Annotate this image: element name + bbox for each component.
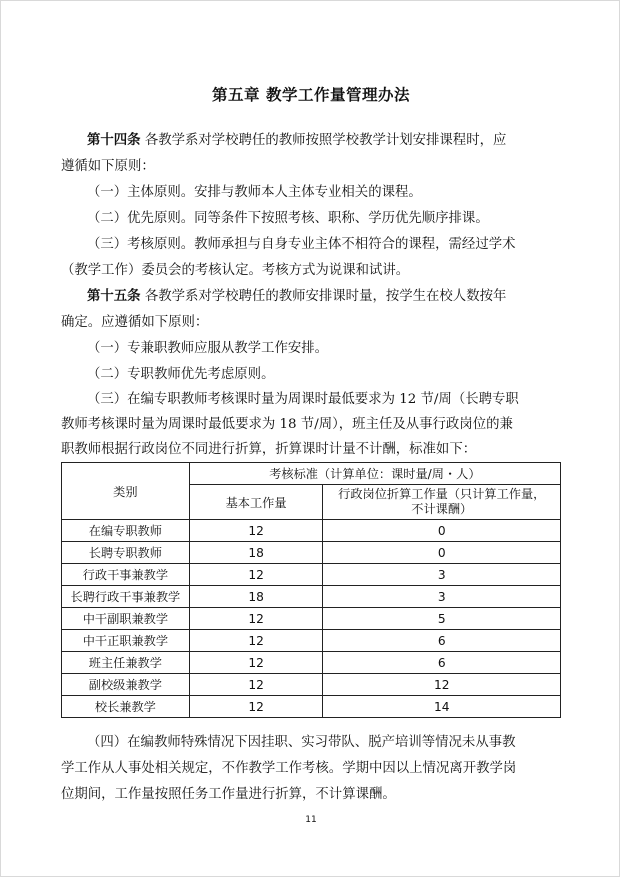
article15-item4-line1: （四）在编教师特殊情况下因挂职、实习带队、脱产培训等情况未从事教 (87, 735, 516, 750)
page-number: 11 (305, 815, 317, 825)
header-standard: 考核标准（计算单位：课时量/周・人） (189, 463, 560, 485)
row-admin: 5 (323, 608, 561, 630)
row-admin: 3 (323, 586, 561, 608)
row-basic: 12 (189, 520, 323, 542)
row-admin: 3 (323, 564, 561, 586)
article14-item1: （一）主体原则。安排与教师本人主体专业相关的课程。 (87, 185, 422, 200)
row-category: 班主任兼教学 (62, 652, 190, 674)
article15-item4-line2: 学工作从人事处相关规定，不作教学工作考核。学期中因以上情况离开教学岗 (61, 761, 517, 776)
row-basic: 12 (189, 652, 323, 674)
row-category: 长聘行政干事兼教学 (62, 586, 190, 608)
table-row (62, 696, 561, 718)
table-row (62, 608, 561, 630)
article14-item2: （二）优先原则。同等条件下按照考核、职称、学历优先顺序排课。 (87, 211, 489, 226)
article15-item1: （一）专兼职教师应服从教学工作安排。 (87, 341, 329, 356)
row-category: 中干正职兼教学 (62, 630, 190, 652)
row-admin: 6 (323, 630, 561, 652)
article15-item3-line3: 职教师根据行政岗位不同进行折算，折算课时计量不计酬，标准如下： (61, 442, 477, 457)
article14-item3-line2: （教学工作）委员会的考核认定。考核方式为说课和试讲。 (61, 263, 410, 278)
table-row (62, 542, 561, 564)
header-category: 类别 (62, 463, 190, 520)
row-admin: 12 (323, 674, 561, 696)
header-basic: 基本工作量 (189, 485, 323, 520)
article14-line2: 遵循如下原则： (61, 159, 155, 174)
workload-table (61, 462, 561, 718)
article15-item3-line1: （三）在编专职教师考核课时量为周课时最低要求为 12 节/周（长聘专职 (87, 392, 519, 407)
row-admin: 14 (323, 696, 561, 718)
article15-line1: 第十五条 各教学系对学校聘任的教师安排课时量，按学生在校人数按年 (87, 289, 507, 304)
row-category: 副校级兼教学 (62, 674, 190, 696)
row-basic: 12 (189, 630, 323, 652)
article15-item3-line2: 教师考核课时量为周课时最低要求为 18 节/周），班主任及从事行政岗位的兼 (61, 417, 513, 432)
article14-label: 第十四条 (87, 133, 141, 148)
article15-label: 第十五条 (87, 289, 141, 304)
article14-item3-line1: （三）考核原则。教师承担与自身专业主体不相符合的课程，需经过学术 (87, 237, 516, 252)
table-row (62, 674, 561, 696)
article14-line1: 第十四条 各教学系对学校聘任的教师按照学校教学计划安排课程时，应 (87, 133, 507, 148)
article15-item2: （二）专职教师优先考虑原则。 (87, 367, 275, 382)
article15-line2: 确定。应遵循如下原则： (61, 315, 209, 330)
row-basic: 12 (189, 564, 323, 586)
row-category: 行政干事兼教学 (62, 564, 190, 586)
row-admin: 0 (323, 542, 561, 564)
row-basic: 18 (189, 542, 323, 564)
row-category: 中干副职兼教学 (62, 608, 190, 630)
row-basic: 12 (189, 674, 323, 696)
row-category: 长聘专职教师 (62, 542, 190, 564)
header-admin: 行政岗位折算工作量（只计算工作量， 不计课酬） (323, 485, 561, 520)
table-row (62, 520, 561, 542)
chapter-title: 第五章 教学工作量管理办法 (212, 86, 410, 104)
row-basic: 18 (189, 586, 323, 608)
row-category: 在编专职教师 (62, 520, 190, 542)
row-basic: 12 (189, 696, 323, 718)
row-category: 校长兼教学 (62, 696, 190, 718)
table-row (62, 652, 561, 674)
article15-item4-line3: 位期间，工作量按照任务工作量进行折算，不计算课酬。 (61, 787, 396, 802)
table-row (62, 564, 561, 586)
row-basic: 12 (189, 608, 323, 630)
row-admin: 0 (323, 520, 561, 542)
table-row (62, 586, 561, 608)
row-admin: 6 (323, 652, 561, 674)
table-row (62, 630, 561, 652)
